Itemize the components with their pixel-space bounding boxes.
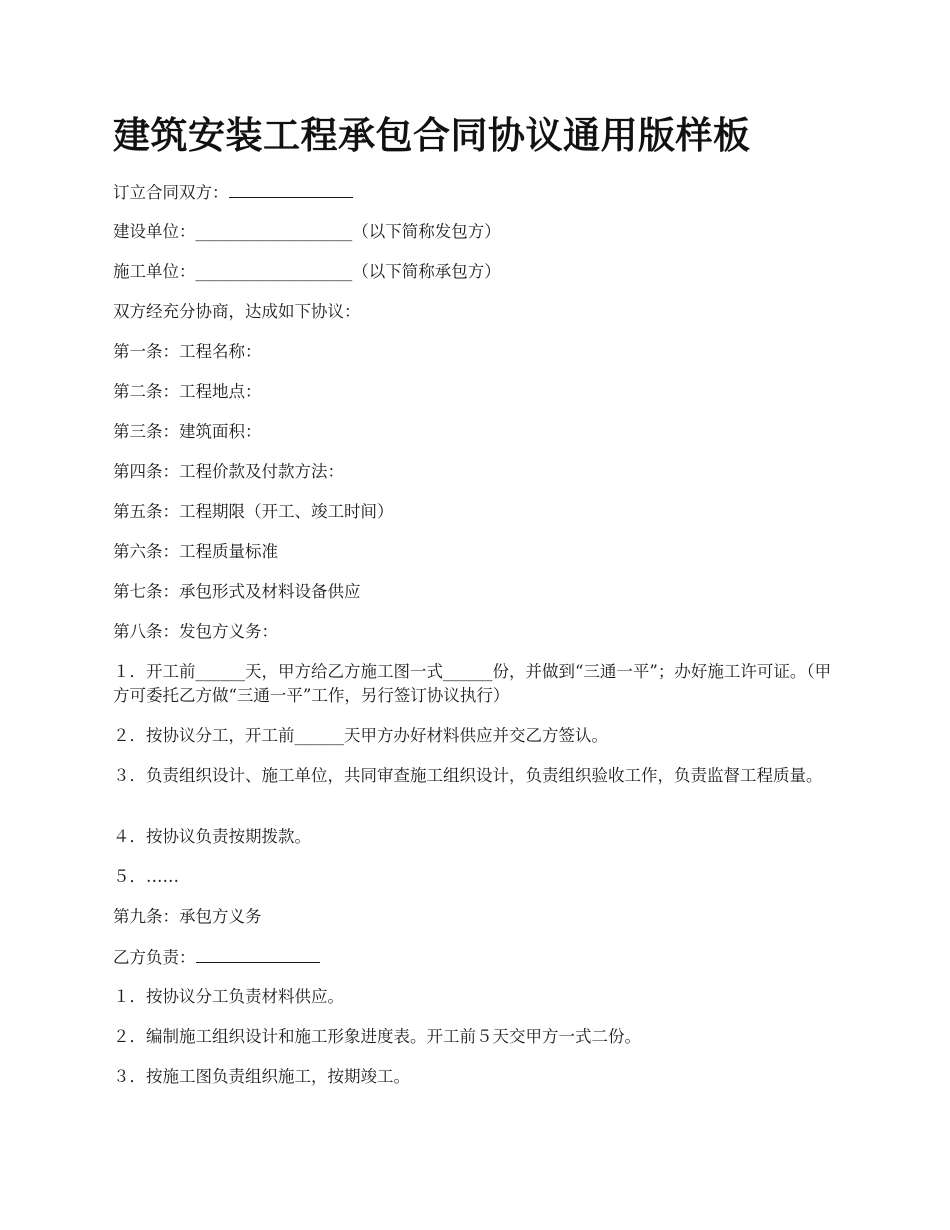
contractor-duty-1: １．按协议分工负责材料供应。 (113, 987, 344, 1006)
article-4: 第四条：工程价款及付款方法： (113, 462, 344, 481)
party-b-blank (196, 945, 320, 963)
builder-label: 建设单位： (113, 222, 196, 241)
article-1: 第一条：工程名称： (113, 342, 262, 361)
builder-blank: ___________________ (195, 222, 353, 241)
parties-blank (229, 180, 353, 198)
employer-duty-3: ３．负责组织设计、施工单位，共同审查施工组织设计，负责组织验收工作，负责监督工程质量。 (113, 766, 823, 785)
parties-line (113, 180, 353, 205)
contractor-duty-3: ３．按施工图负责组织施工，按期竣工。 (113, 1067, 410, 1086)
article-3: 第三条：建筑面积： (113, 422, 262, 441)
document-title: 建筑安装工程承包合同协议通用版样板 (113, 114, 751, 157)
parties-label: 订立合同双方： (113, 183, 229, 202)
employer-duty-4: ４．按协议负责按期拨款。 (113, 827, 311, 846)
builder-suffix: （以下简称发包方） (352, 222, 501, 241)
intro-line: 双方经充分协商，达成如下协议： (113, 302, 361, 321)
contractor-blank: ___________________ (195, 262, 353, 281)
party-b-label: 乙方负责： (113, 948, 196, 967)
contractor-line (113, 260, 501, 284)
article-7: 第七条：承包形式及材料设备供应 (113, 582, 361, 601)
employer-duty-1: １．开工前______天，甲方给乙方施工图一式______份，并做到“三通一平”；办好施工许可证。（甲方可委托乙方做“三通一平”工作，另行签订协议执行） (113, 662, 832, 705)
article-9: 第九条：承包方义务 (113, 907, 262, 926)
article-8: 第八条：发包方义务： (113, 622, 278, 641)
contractor-duty-2: ２．编制施工组织设计和施工形象进度表。开工前５天交甲方一式二份。 (113, 1027, 641, 1046)
contractor-suffix: （以下简称承包方） (352, 262, 501, 281)
builder-line (113, 220, 501, 244)
contractor-label: 施工单位： (113, 262, 196, 281)
employer-duty-5: ５．…… (113, 867, 179, 886)
employer-duty-2: ２．按协议分工，开工前______天甲方办好材料供应并交乙方签认。 (113, 726, 608, 745)
party-b-line (113, 945, 320, 970)
article-5: 第五条：工程期限（开工、竣工时间） (113, 502, 394, 521)
article-2: 第二条：工程地点： (113, 382, 262, 401)
article-6: 第六条：工程质量标准 (113, 542, 278, 561)
